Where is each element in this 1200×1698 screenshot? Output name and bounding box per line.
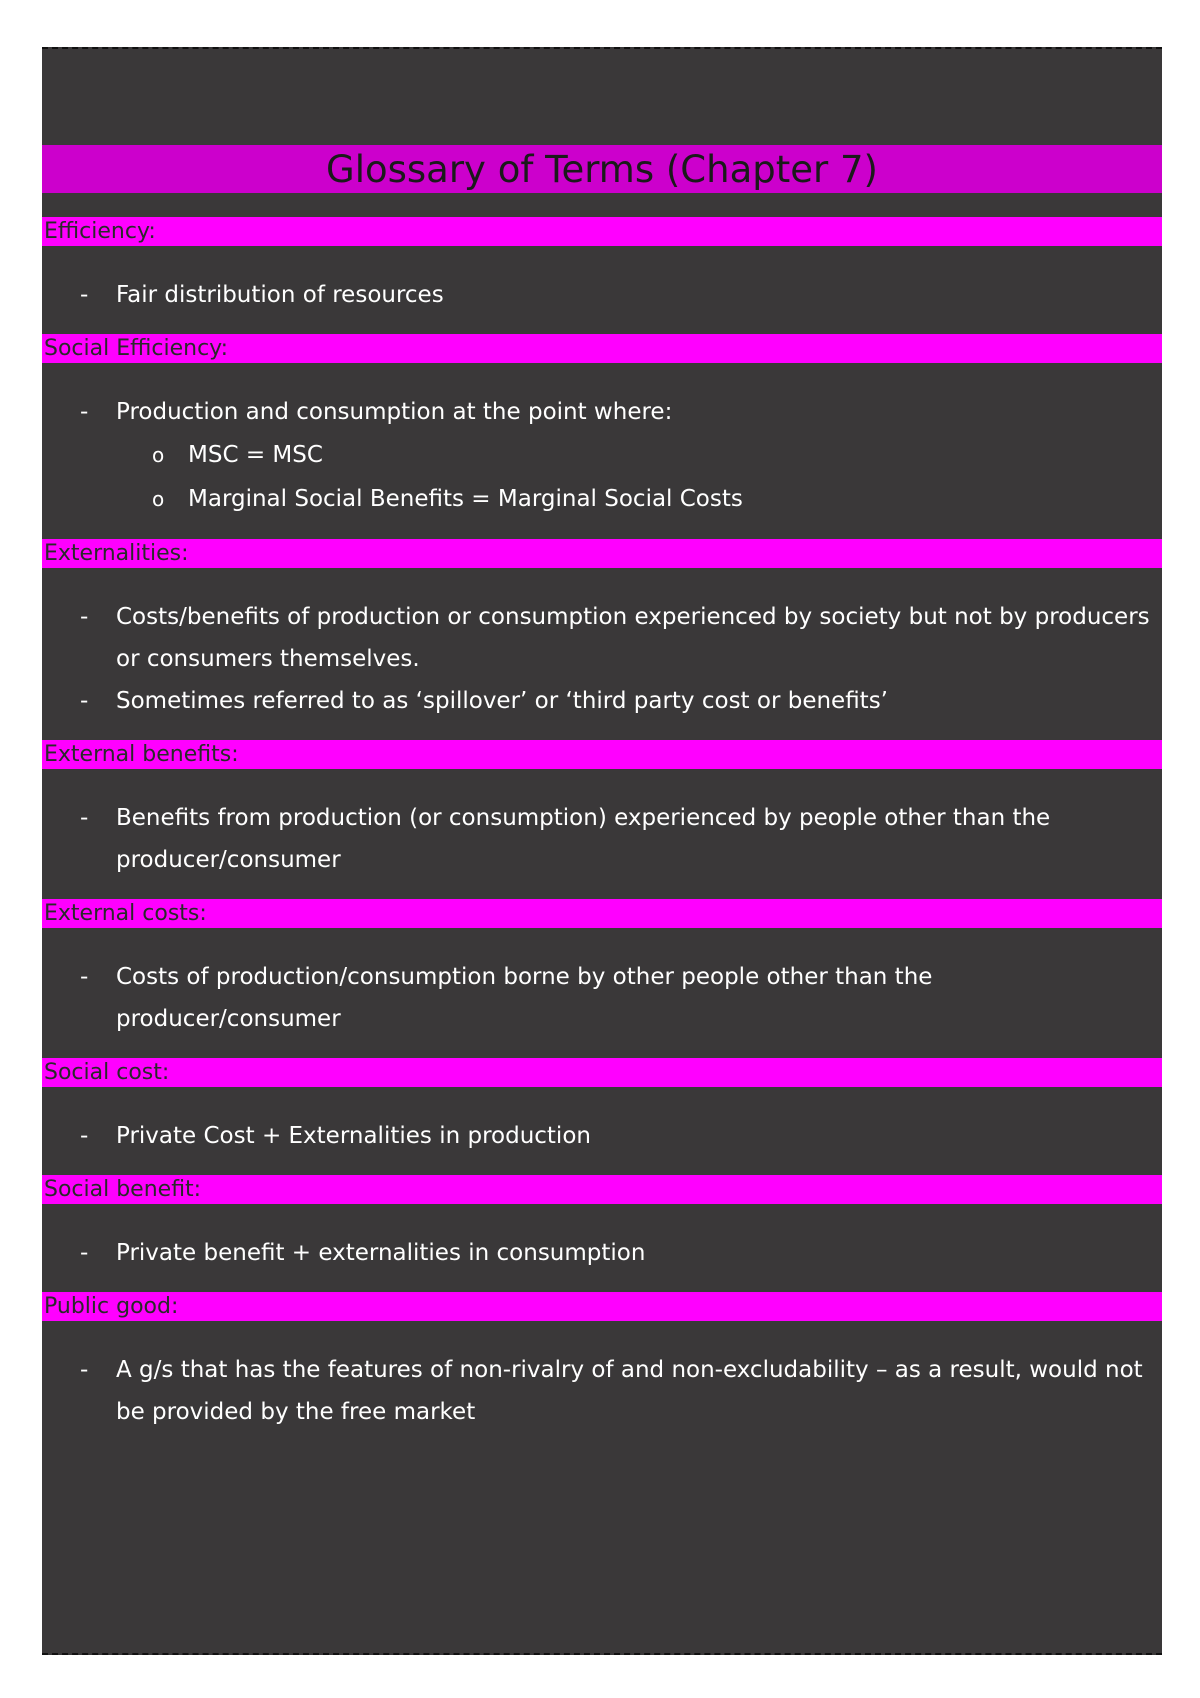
dash-bullet-icon: - [80, 964, 89, 990]
term-heading: Social cost: [42, 1058, 1162, 1087]
definition-bullet [42, 680, 1162, 722]
document-page [42, 47, 1162, 1655]
bullet-text: Private benefit + externalities in consumption [116, 1240, 646, 1266]
term-definition [42, 1087, 1162, 1175]
term-definition [42, 568, 1162, 740]
sub-bullet-text: Marginal Social Benefits = Marginal Social Costs [188, 486, 743, 512]
bullet-text: Costs/benefits of production or consumption experienced by society but not by producers or consumers themselves. [116, 604, 1150, 672]
bullet-text: Sometimes referred to as ‘spillover’ or ‘third party cost or benefits’ [116, 688, 888, 714]
dash-bullet-icon: - [80, 688, 89, 714]
definition-bullet [42, 797, 1162, 881]
definition-bullet [42, 596, 1162, 680]
glossary-term [42, 899, 1162, 1058]
sub-bullet [42, 433, 1162, 477]
definition-bullet [42, 1349, 1162, 1433]
term-definition [42, 769, 1162, 899]
bullet-text: Costs of production/consumption borne by other people other than the producer/consumer [116, 964, 933, 1032]
term-heading: External costs: [42, 899, 1162, 928]
term-heading: Efficiency: [42, 217, 1162, 246]
glossary-term [42, 1175, 1162, 1292]
glossary-term [42, 740, 1162, 899]
term-heading: Externalities: [42, 539, 1162, 568]
definition-bullet [42, 274, 1162, 316]
term-definition [42, 1204, 1162, 1292]
glossary-term [42, 217, 1162, 334]
term-definition [42, 928, 1162, 1058]
page-title: Glossary of Terms (Chapter 7) [326, 147, 878, 191]
definition-bullet [42, 1232, 1162, 1274]
dash-bullet-icon: - [80, 282, 89, 308]
dash-bullet-icon: - [80, 604, 89, 630]
definition-bullet [42, 956, 1162, 1040]
definition-bullet [42, 391, 1162, 433]
glossary-list [42, 217, 1162, 1451]
dash-bullet-icon: - [80, 805, 89, 831]
bullet-text: A g/s that has the features of non-rivalry of and non-excludability – as a result, would not be provided by the free market [116, 1357, 1143, 1425]
bullet-text: Fair distribution of resources [116, 282, 444, 308]
definition-bullet [42, 1115, 1162, 1157]
dash-bullet-icon: - [80, 1240, 89, 1266]
bullet-text: Private Cost + Externalities in production [116, 1123, 591, 1149]
title-band [42, 145, 1162, 193]
glossary-term [42, 1058, 1162, 1175]
bullet-text: Production and consumption at the point where: [116, 399, 673, 425]
sub-bullet [42, 477, 1162, 521]
term-definition [42, 363, 1162, 539]
sub-bullet-text: MSC = MSC [188, 442, 323, 468]
term-heading: External benefits: [42, 740, 1162, 769]
glossary-term [42, 334, 1162, 539]
glossary-term [42, 539, 1162, 740]
dash-bullet-icon: - [80, 399, 89, 425]
dash-bullet-icon: - [80, 1357, 89, 1383]
term-heading: Public good: [42, 1292, 1162, 1321]
glossary-term [42, 1292, 1162, 1451]
term-definition [42, 246, 1162, 334]
bullet-text: Benefits from production (or consumption) experienced by people other than the producer/consumer [116, 805, 1051, 873]
circle-bullet-icon: o [152, 487, 165, 511]
term-heading: Social benefit: [42, 1175, 1162, 1204]
term-heading: Social Efficiency: [42, 334, 1162, 363]
dash-bullet-icon: - [80, 1123, 89, 1149]
circle-bullet-icon: o [152, 443, 165, 467]
term-definition [42, 1321, 1162, 1451]
